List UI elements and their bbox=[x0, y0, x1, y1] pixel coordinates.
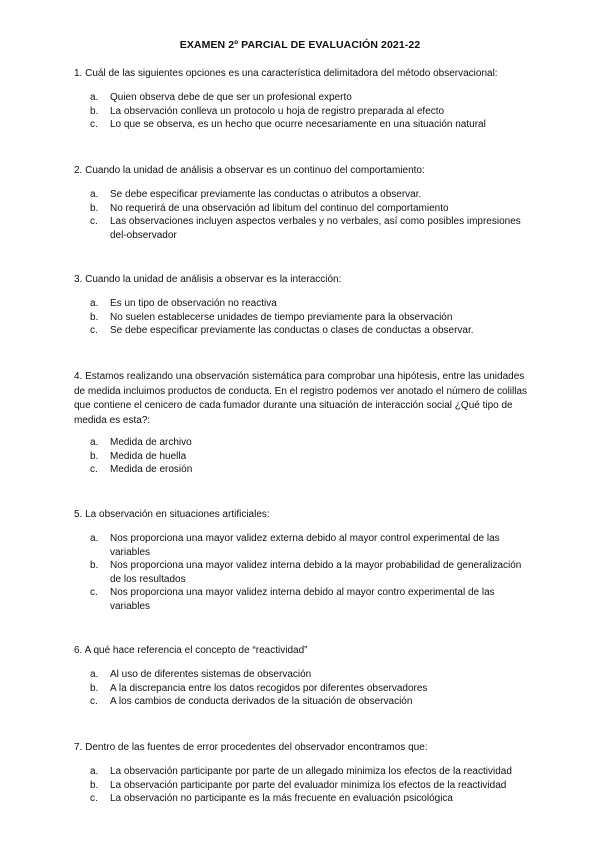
option-b: b. No requerirá de una observación ad libitum del continuo del comportamiento bbox=[90, 202, 449, 214]
question-stem: 4. Estamos realizando una observación sistemática para comprobar una hipótesis, entre las unidades de medida incluimos productos de conducta. En el registro podemos ver anotado el número de colillas que contiene el cenicero de cada fumador durante una situación de interacción social ¿Qué tipo de medida es esta?: bbox=[74, 371, 528, 426]
option-c: c. La observación no participante es la más frecuente en evaluación psicológica bbox=[90, 793, 453, 805]
option-a: a. Quien observa debe de que ser un profesional experto bbox=[90, 92, 352, 103]
question-stem: 7. Dentro de las fuentes de error procedentes del observador encontramos que: bbox=[74, 742, 428, 753]
option-a: a. Medida de archivo bbox=[90, 437, 192, 448]
option-a: a. La observación participante por parte de un allegado minimiza los efectos de la reactividad bbox=[90, 766, 512, 777]
option-c: c. Las observaciones incluyen aspectos verbales y no verbales, así como posibles impresiones del-observador bbox=[90, 216, 521, 241]
option-a: a. Es un tipo de observación no reactiva bbox=[90, 298, 277, 309]
option-a: a. Se debe especificar previamente las conductas o atributos a observar. bbox=[90, 189, 422, 200]
question-stem: 5. La observación en situaciones artificiales: bbox=[74, 509, 270, 520]
option-c: c. Lo que se observa, es un hecho que ocurre necesariamente en una situación natural bbox=[90, 119, 486, 131]
option-b: b. La observación participante por parte del evaluador minimiza los efectos de la reactividad bbox=[90, 779, 507, 791]
option-c: c. A los cambios de conducta derivados de la situación de observación bbox=[90, 696, 413, 708]
question-6 bbox=[74, 644, 529, 709]
question-1 bbox=[74, 67, 529, 132]
option-a: a. Nos proporciona una mayor validez externa debido al mayor control experimental de las variables bbox=[90, 533, 500, 558]
option-c: c. Nos proporciona una mayor validez interna debido al mayor contro experimental de las variables bbox=[90, 587, 495, 612]
question-4 bbox=[74, 370, 529, 477]
question-7 bbox=[74, 741, 529, 806]
question-stem: 6. A qué hace referencia el concepto de “reactividad” bbox=[74, 645, 308, 656]
option-b: b. Nos proporciona una mayor validez interna debido a la mayor probabilidad de generalización de los resultados bbox=[90, 560, 522, 585]
option-c: c. Se debe especificar previamente las conductas o clases de conductas a observar. bbox=[90, 325, 474, 337]
option-c: c. Medida de erosión bbox=[90, 464, 193, 476]
question-stem: 3. Cuando la unidad de análisis a observar es la interacción: bbox=[74, 274, 342, 285]
question-5 bbox=[74, 508, 529, 614]
option-b: b. Medida de huella bbox=[90, 450, 187, 462]
question-2 bbox=[74, 164, 529, 242]
option-a: a. Al uso de diferentes sistemas de observación bbox=[90, 669, 312, 680]
option-b: b. La observación conlleva un protocolo u hoja de registro preparada al efecto bbox=[90, 105, 445, 117]
question-stem: 1. Cuál de las siguientes opciones es una característica delimitadora del método observacional: bbox=[74, 68, 498, 79]
option-b: b. A la discrepancia entre los datos recogidos por diferentes observadores bbox=[90, 682, 428, 694]
exam-title: EXAMEN 2º PARCIAL DE EVALUACIÓN 2021-22 bbox=[179, 39, 421, 51]
option-b: b. No suelen establecerse unidades de tiempo previamente para la observación bbox=[90, 311, 453, 323]
question-stem: 2. Cuando la unidad de análisis a observar es un continuo del comportamiento: bbox=[74, 165, 425, 176]
question-3 bbox=[74, 273, 529, 338]
